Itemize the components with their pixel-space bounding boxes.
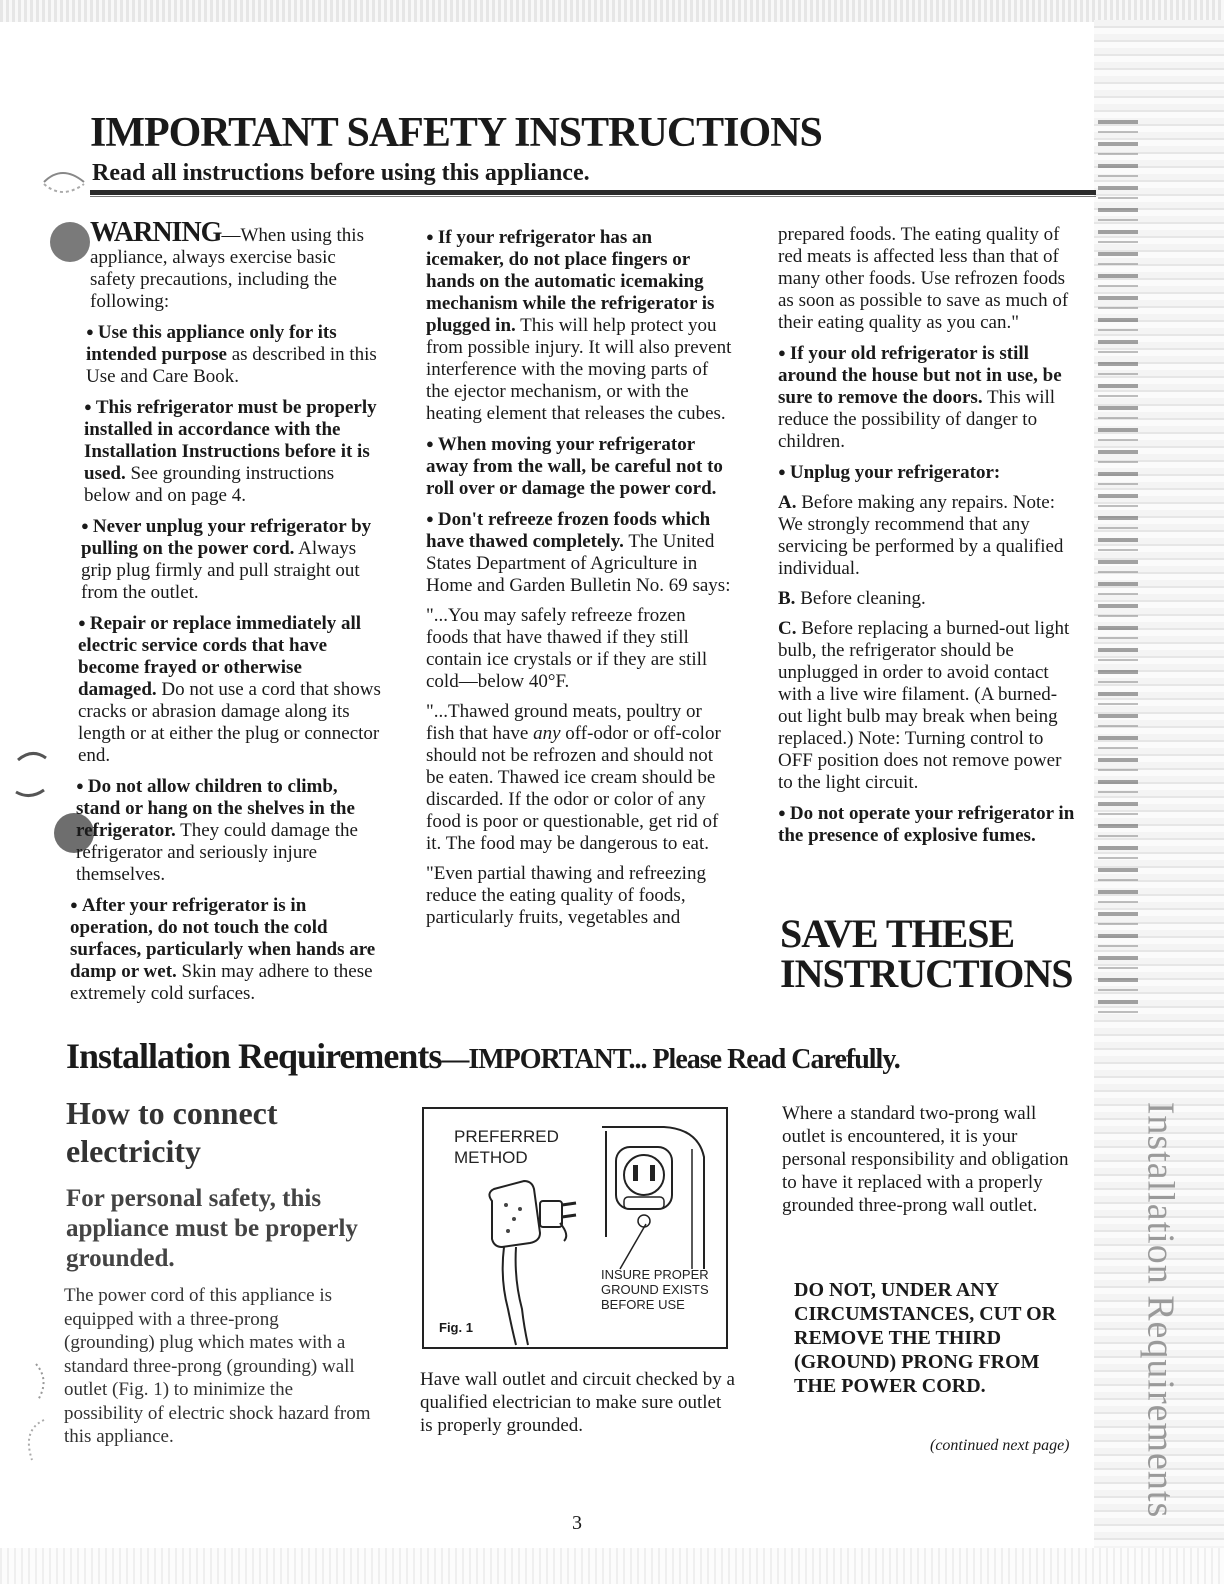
connect-heading: How to connect electricity [66, 1095, 278, 1169]
bullet-icon: ● [778, 464, 786, 479]
safety-item [778, 342, 1078, 453]
quote-text: "...Thawed ground meats, poultry or fish that have [426, 701, 702, 744]
column-2 [426, 226, 732, 937]
safety-item-text: Skin may adhere to these extremely cold surfaces. [70, 961, 373, 1004]
unplug-text: Before cleaning. [795, 588, 926, 609]
bullet-icon: ● [76, 778, 84, 793]
usda-quote-2 [426, 701, 732, 855]
save-instructions [780, 911, 1073, 996]
bullet-icon: ● [84, 399, 92, 414]
scan-border-top [0, 0, 1224, 22]
two-prong-text: Where a standard two-prong wall outlet is encountered, it is your personal responsibility and obligation to have it replaced with a properly grounded three-prong wall outlet. [782, 1103, 1069, 1216]
safety-item-bold: Don't refreeze frozen foods which have thawed completely. [426, 509, 711, 552]
figure-caption-text: Have wall outlet and circuit checked by a qualified electrician to make sure outlet is properly grounded. [420, 1369, 735, 1436]
installation-title-main: Installation Requirements [66, 1036, 442, 1076]
unplug-text: Before making any repairs. Note: We strongly recommend that any servicing be performed by a qualified individual. [778, 492, 1064, 579]
side-tab-label: Installation Requirements [1139, 1101, 1181, 1519]
unplug-heading-text: Unplug your refrigerator: [789, 462, 1001, 483]
bullet-icon: ● [86, 324, 94, 339]
quote-text: off-odor or off-color should not be refrozen and should not be eaten. Thawed ice cream should be discarded. If the odor or color of any food is poor or questionable, get rid of it. The food may be dangerous to eat. [426, 723, 721, 854]
quote-continuation: prepared foods. The eating quality of red meats is affected less than that of many other foods. Use refrozen foods as soon as possible to save as much of their eating quality as you can." [778, 224, 1069, 333]
unplug-item [778, 588, 1078, 610]
unplug-letter: B. [778, 588, 796, 609]
safety-item-bold: Never unplug your refrigerator by pulling on the power cord. [81, 516, 372, 559]
save-line-1: SAVE THESE [780, 911, 1015, 956]
unplug-item [778, 492, 1078, 580]
safety-item-text: Do not use a cord that shows cracks or abrasion damage along its length or at either the plug or connector end. [78, 679, 381, 766]
figure-preferred-label: PREFERRED METHOD [454, 1127, 559, 1167]
safety-item [84, 396, 382, 507]
safety-item [426, 226, 732, 425]
safety-item [86, 321, 382, 388]
page-subtitle: Read all instructions before using this appliance. [92, 160, 590, 186]
usda-quote-3: "Even partial thawing and refreezing reduce the eating quality of foods, particularly fruits, vegetables and [426, 863, 706, 928]
usda-quote-1: "...You may safely refreeze frozen foods that have thawed if they still contain ice crystals or if they are still cold—below 40°F. [426, 605, 708, 692]
bullet-icon: ● [426, 229, 434, 244]
safety-item [778, 802, 1078, 847]
safety-item [70, 894, 382, 1005]
safety-item-text: as described in this Use and Care Book. [86, 344, 377, 387]
installation-title [66, 1034, 900, 1082]
save-line-2: INSTRUCTIONS [780, 951, 1073, 996]
safety-item-bold: If your refrigerator has an icemaker, do not place fingers or hands on the automatic icemaking mechanism while the refrigerator is plugged in. [426, 227, 715, 336]
safety-item [76, 775, 382, 886]
safety-item [78, 612, 382, 767]
unplug-letter: A. [778, 492, 797, 513]
safety-item-text: See grounding instructions below and on page 4. [84, 463, 335, 506]
safety-item-bold: Use this appliance only for its intended purpose [86, 322, 337, 365]
safety-item-text: The United States Department of Agriculture in Home and Garden Bulletin No. 69 says: [426, 531, 731, 596]
bullet-icon: ● [70, 897, 78, 912]
column-1 [70, 217, 382, 1013]
safety-item-bold: If your old refrigerator is still around the house but not in use, be sure to remove the doors. [778, 343, 1062, 408]
page-number: 3 [572, 1512, 582, 1534]
bullet-icon: ● [426, 511, 434, 526]
safety-item [426, 508, 732, 597]
title-rule-thin [90, 196, 1096, 197]
scan-border-bottom [0, 1548, 1224, 1584]
warning-text: —When using this appliance, always exercise basic safety precautions, including the following: [90, 225, 364, 312]
warning-heading: WARNING [90, 217, 222, 248]
figure-insure-label: INSURE PROPER GROUND EXISTS BEFORE USE [601, 1267, 709, 1312]
binder-mark-bottom [14, 1360, 54, 1470]
bullet-icon: ● [81, 518, 89, 533]
ground-prong-warning: DO NOT, UNDER ANY CIRCUMSTANCES, CUT OR REMOVE THE THIRD (GROUND) PRONG FROM THE POWER CORD. [794, 1279, 1057, 1397]
safety-item-text: This will reduce the possibility of danger to children. [778, 387, 1056, 452]
bullet-icon: ● [78, 615, 86, 630]
safety-item [426, 433, 732, 500]
grounding-subheading: For personal safety, this appliance must be properly grounded. [66, 1185, 358, 1272]
section-side-tab [1132, 1070, 1188, 1550]
safety-item-bold: Repair or replace immediately all electric service cords that have become frayed or otherwise damaged. [78, 613, 362, 700]
title-rule [90, 190, 1096, 195]
installation-title-note: —IMPORTANT... Please Read Carefully. [441, 1044, 900, 1075]
bullet-icon: ● [778, 805, 786, 820]
safety-item-text: This will help protect you from possible injury. It will also prevent interference with the moving parts of the ejector mechanism, or with the heating element that releases the cubes. [426, 315, 732, 424]
unplug-heading [778, 461, 1078, 484]
safety-item-text: Always grip plug firmly and pull straight out from the outlet. [81, 538, 360, 603]
safety-item-bold: After your refrigerator is in operation, do not touch the cold surfaces, particularly when hands are damp or wet. [70, 895, 376, 982]
quote-emphasis: any [533, 723, 561, 744]
binder-mark-middle [10, 740, 50, 810]
grounding-body: The power cord of this appliance is equipped with a three-prong (grounding) plug which mates with a standard three-prong (grounding) wall outlet (Fig. 1) to minimize the possibility of electric shock hazard from this appliance. [64, 1285, 371, 1447]
continued-note: (continued next page) [930, 1437, 1070, 1454]
safety-item-text: They could damage the refrigerator and seriously injure themselves. [76, 820, 358, 885]
bullet-icon: ● [778, 345, 786, 360]
safety-item-bold: Do not operate your refrigerator in the presence of explosive fumes. [778, 803, 1075, 846]
safety-item-bold: When moving your refrigerator away from the wall, be careful not to roll over or damage the power cord. [426, 434, 723, 499]
safety-item [81, 515, 382, 604]
unplug-letter: C. [778, 618, 797, 639]
safety-item-bold: Do not allow children to climb, stand or hang on the shelves in the refrigerator. [76, 776, 355, 841]
unplug-text: Before replacing a burned-out light bulb, the refrigerator should be unplugged in order to avoid contact with a live wire filament. (A burned-out light bulb may break when being replaced.) Note: Turning control to OFF position does not remove power to the light circuit. [778, 618, 1070, 793]
page-title: IMPORTANT SAFETY INSTRUCTIONS [90, 110, 822, 156]
column-3 [778, 224, 1078, 855]
safety-item-bold: This refrigerator must be properly installed in accordance with the Installation Instructions before it is used. [84, 397, 377, 484]
page-edge-marks [1098, 120, 1138, 1020]
bullet-icon: ● [426, 436, 434, 451]
warning-paragraph [90, 217, 382, 313]
figure-number: Fig. 1 [439, 1320, 473, 1335]
unplug-item [778, 618, 1078, 794]
